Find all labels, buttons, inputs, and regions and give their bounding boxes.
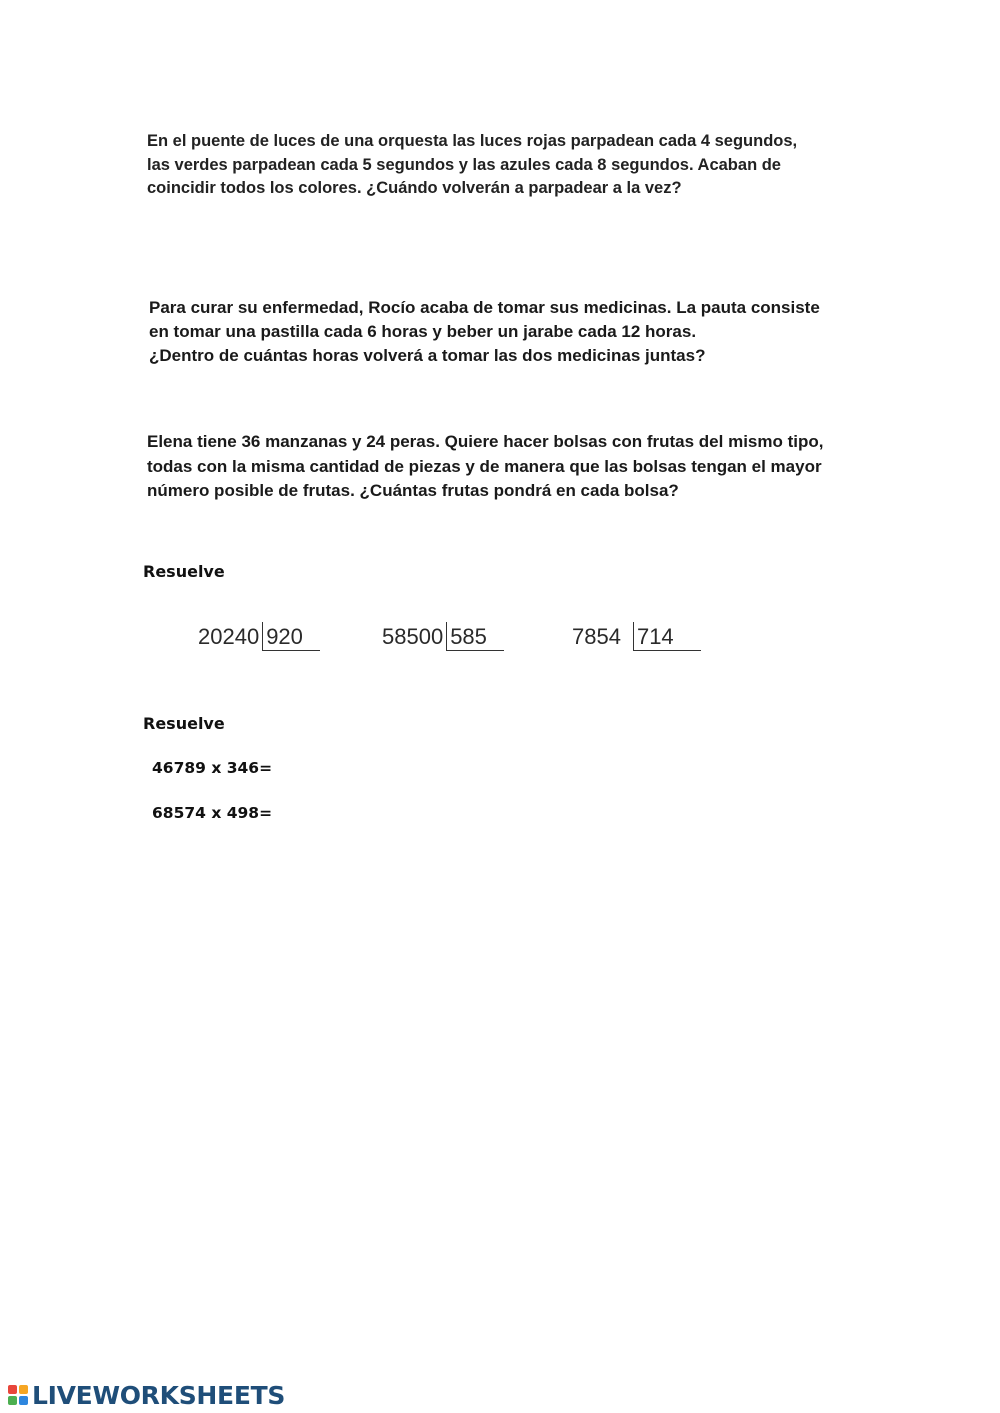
- problem-1-line-1: En el puente de luces de una orquesta las luces rojas parpadean cada 4 segundos,: [147, 132, 798, 150]
- division-2-dividend: 58500: [382, 624, 444, 649]
- problem-2: [149, 296, 820, 368]
- problem-1-line-3: coincidir todos los colores. ¿Cuándo volverán a parpadear a la vez?: [147, 179, 682, 197]
- division-3-divisor: 714: [633, 622, 701, 651]
- problem-1: [147, 130, 797, 201]
- divisions-heading: Resuelve: [143, 562, 225, 581]
- division-1-dividend: 20240: [198, 624, 260, 649]
- division-1: [198, 622, 320, 656]
- logo-square-2: [19, 1385, 28, 1394]
- division-2: [382, 622, 504, 656]
- division-2-divisor: 585: [446, 622, 504, 651]
- problem-3-line-3: número posible de frutas. ¿Cuántas frutas pondrá en cada bolsa?: [147, 481, 679, 500]
- problem-2-line-3: ¿Dentro de cuántas horas volverá a tomar las dos medicinas juntas?: [149, 346, 706, 365]
- brand-name: LIVEWORKSHEETS: [32, 1380, 286, 1410]
- liveworksheets-logo-icon: [8, 1383, 30, 1407]
- problem-2-line-1: Para curar su enfermedad, Rocío acaba de tomar sus medicinas. La pauta consiste: [149, 298, 820, 317]
- problem-1-line-2: las verdes parpadean cada 5 segundos y las azules cada 8 segundos. Acaban de: [147, 155, 781, 174]
- division-3-dividend: 7854: [572, 624, 621, 649]
- logo-square-1: [8, 1385, 17, 1394]
- multiplication-2: 68574 x 498=: [152, 804, 273, 822]
- multiplications-heading: Resuelve: [143, 714, 225, 733]
- division-3: [572, 622, 701, 656]
- brand-footer: [8, 1381, 285, 1409]
- problem-3: [147, 430, 823, 504]
- problem-3-line-1: Elena tiene 36 manzanas y 24 peras. Quiere hacer bolsas con frutas del mismo tipo,: [147, 432, 824, 451]
- logo-square-3: [8, 1396, 17, 1405]
- problem-2-line-2: en tomar una pastilla cada 6 horas y beber un jarabe cada 12 horas.: [149, 322, 697, 341]
- division-1-divisor: 920: [262, 622, 320, 651]
- multiplication-1: 46789 x 346=: [152, 759, 273, 777]
- logo-square-4: [19, 1396, 28, 1405]
- problem-3-line-2: todas con la misma cantidad de piezas y de manera que las bolsas tengan el mayor: [147, 456, 822, 476]
